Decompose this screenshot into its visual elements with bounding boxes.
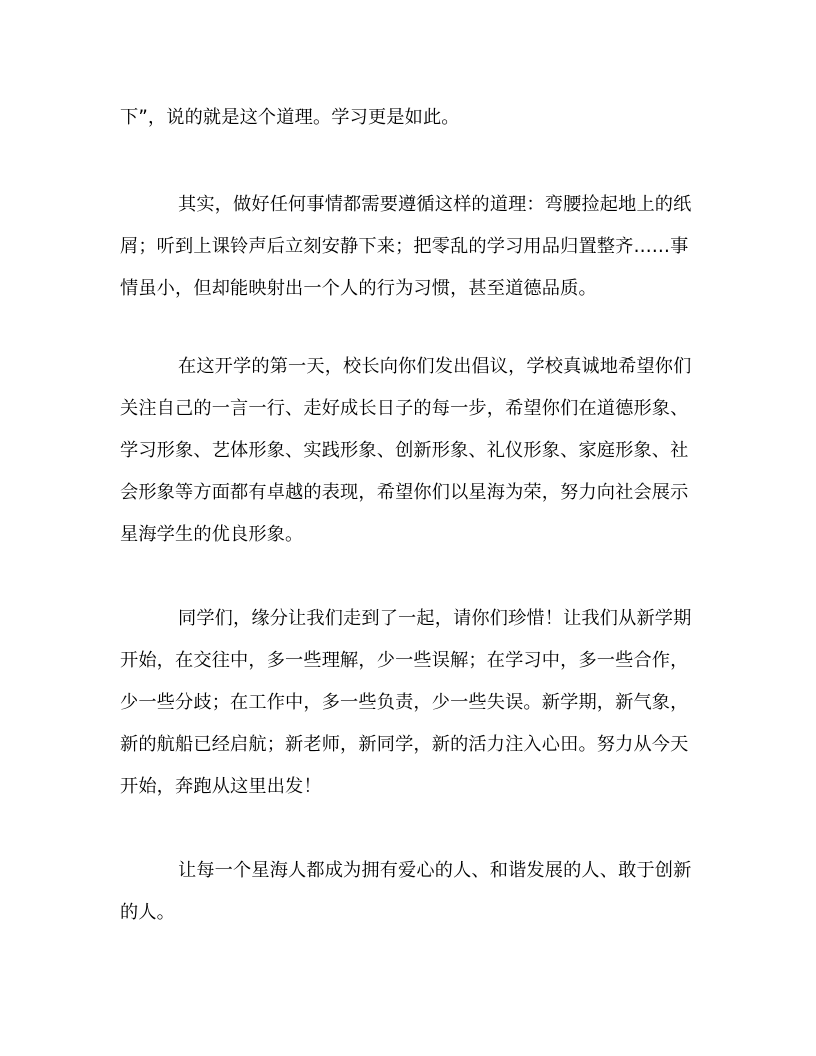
paragraph-line: 下”，说的就是这个道理。学习更是如此。	[120, 107, 460, 128]
paragraph-line: 新的航船已经启航；新老师，新同学，新的活力注入心田。努力从今天	[120, 734, 689, 755]
paragraph-line: 学习形象、艺体形象、实践形象、创新形象、礼仪形象、家庭形象、社	[120, 440, 689, 461]
paragraph-line: 屑；听到上课铃声后立刻安静下来；把零乱的学习用品归置整齐……事	[120, 236, 689, 257]
paragraph-line: 同学们，缘分让我们走到了一起，请你们珍惜！让我们从新学期	[178, 608, 692, 629]
paragraph-line: 关注自己的一言一行、走好成长日子的每一步，希望你们在道德形象、	[120, 398, 689, 419]
paragraph-line: 少一些分歧；在工作中，多一些负责，少一些失误。新学期，新气象，	[120, 692, 689, 713]
paragraph-line: 其实，做好任何事情都需要遵循这样的道理：弯腰捡起地上的纸	[178, 194, 692, 215]
paragraph-line: 星海学生的优良形象。	[120, 524, 304, 545]
paragraph-line: 开始，在交往中，多一些理解，少一些误解；在学习中，多一些合作，	[120, 650, 689, 671]
paragraph-line: 会形象等方面都有卓越的表现，希望你们以星海为荣，努力向社会展示	[120, 482, 689, 503]
paragraph-line: 在这开学的第一天，校长向你们发出倡议，学校真诚地希望你们	[178, 356, 692, 377]
paragraph-line: 的人。	[120, 902, 176, 923]
paragraph-line: 情虽小，但却能映射出一个人的行为习惯，甚至道德品质。	[120, 278, 597, 299]
paragraph-line: 让每一个星海人都成为拥有爱心的人、和谐发展的人、敢于创新	[178, 860, 692, 881]
paragraph-line: 开始，奔跑从这里出发！	[120, 776, 322, 797]
